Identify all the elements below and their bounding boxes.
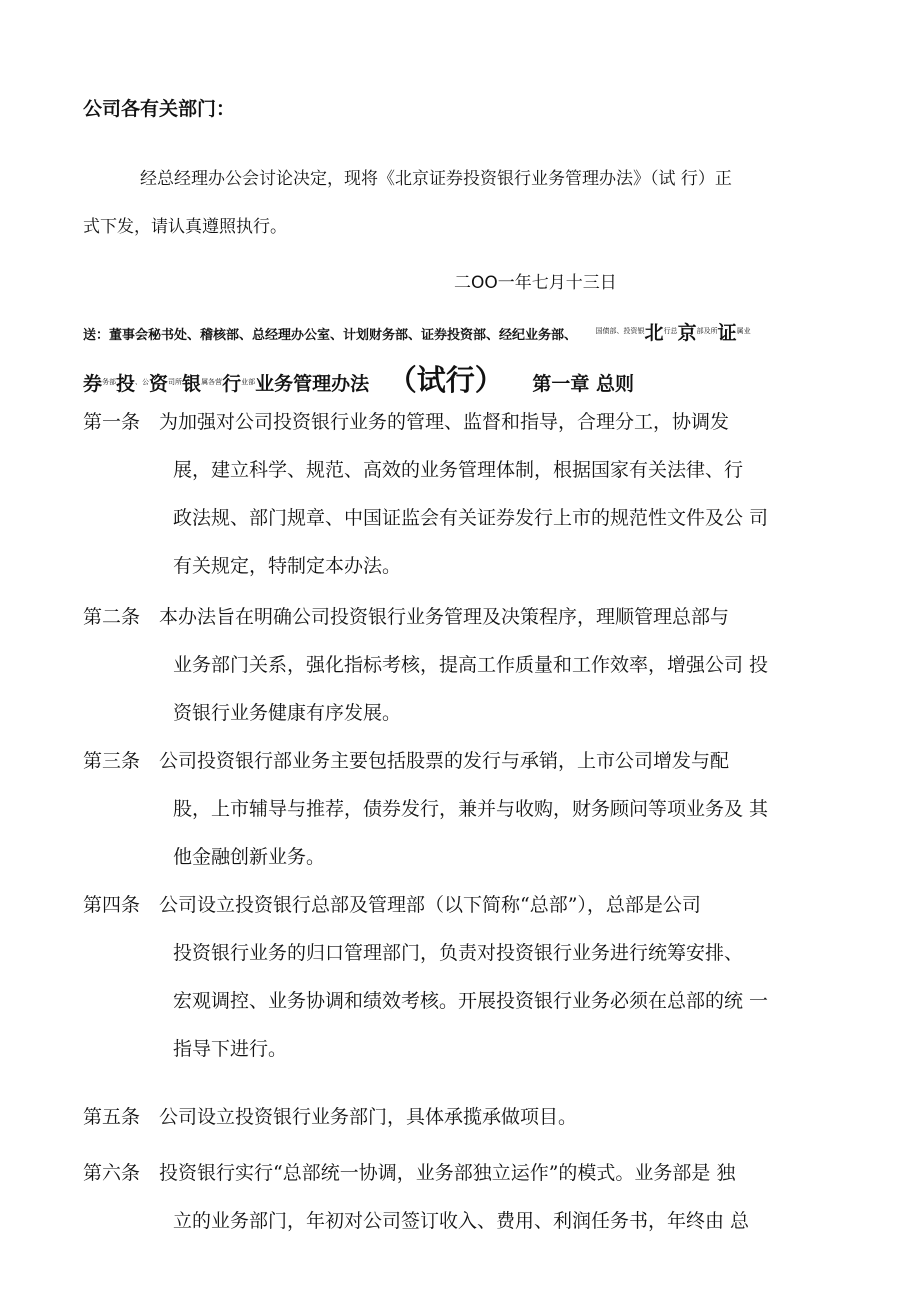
article-line: 公司设立投资银行总部及管理部（以下简称“总部”），总部是公司 xyxy=(159,894,701,916)
article-line: 投资银行业务的归口管理部门，负责对投资银行业务进行统筹安排、 xyxy=(173,942,744,964)
article-line: 指导下进行。 xyxy=(173,1038,288,1060)
article-line: 政法规、部门规章、中国证监会有关证券发行上市的规范性文件及公 司 xyxy=(173,507,769,529)
article-line: 业务部门关系，强化指标考核，提高工作质量和工作效率，增强公司 投 xyxy=(173,654,769,676)
title-fragment: 投 xyxy=(116,373,136,395)
title-fragment: 银 xyxy=(182,373,202,395)
article-label: 第六条 xyxy=(83,1162,141,1184)
article-label: 第二条 xyxy=(83,606,141,628)
title-fragment: 行 xyxy=(222,373,242,395)
title-text: 业务管理办法 xyxy=(255,373,370,395)
trial-label: （试行） xyxy=(387,363,504,397)
article-line: 立的业务部门，年初对公司签订收入、费用、利润任务书，年终由 总 xyxy=(173,1210,750,1232)
article-line: 股，上市辅导与推荐，债券发行，兼并与收购，财务顾问等项业务及 其 xyxy=(173,798,769,820)
title-fragment: 资 xyxy=(149,373,169,395)
article-5 xyxy=(83,1093,863,1141)
send-to-fragment: 北 xyxy=(644,322,664,344)
article-line: 有关规定，特制定本办法。 xyxy=(173,555,402,577)
article-label: 第四条 xyxy=(83,894,141,916)
article-1 xyxy=(83,398,863,590)
article-line: 公司投资银行部业务主要包括股票的发行与承销，上市公司增发与配 xyxy=(159,750,730,772)
article-line: 为加强对公司投资银行业务的管理、监督和指导，合理分工，协调发 xyxy=(159,411,730,433)
title-fragment: 、公 xyxy=(135,378,150,386)
article-6 xyxy=(83,1149,863,1245)
send-to-text: 送：董事会秘书处、稽核部、总经理办公室、计划财务部、证券投资部、经纪业务部、 xyxy=(83,328,578,343)
send-to-fragment: 京 xyxy=(677,322,697,344)
article-line: 公司设立投资银行业务部门，具体承揽承做项目。 xyxy=(159,1106,578,1128)
send-to-fragment: 部及所 xyxy=(696,327,718,335)
article-4 xyxy=(83,881,863,1073)
send-to-fragment: 证 xyxy=(717,322,737,344)
notice-line-1: 经总经理办公会讨论决定，现将《北京证券投资银行业务管理办法》（试 行）正 xyxy=(140,169,732,189)
title-fragment: 务部 xyxy=(102,378,117,386)
title-fragment: 属各营 xyxy=(201,378,223,386)
article-line: 投资银行实行“总部统一协调，业务部独立运作”的模式。业务部是 独 xyxy=(159,1162,736,1184)
issue-date: 二OO一年七月十三日 xyxy=(454,273,617,293)
article-line: 本办法旨在明确公司投资银行业务管理及决策程序，理顺管理总部与 xyxy=(159,606,730,628)
article-label: 第五条 xyxy=(83,1106,141,1128)
document-title xyxy=(83,358,634,399)
article-label: 第三条 xyxy=(83,750,141,772)
chapter-heading: 第一章 总则 xyxy=(532,373,634,395)
send-to-line xyxy=(83,318,751,345)
article-line: 展，建立科学、规范、高效的业务管理体制，根据国家有关法律、行 xyxy=(173,459,744,481)
send-to-fragment: 行总 xyxy=(663,327,678,335)
title-fragment: 司所 xyxy=(168,378,183,386)
title-fragment: 券 xyxy=(83,373,103,395)
title-fragment: 业部 xyxy=(241,378,256,386)
send-to-fragment: 国债部、投资银 xyxy=(595,327,645,335)
article-line: 资银行业务健康有序发展。 xyxy=(173,702,402,724)
article-3 xyxy=(83,737,863,881)
article-line: 宏观调控、业务协调和绩效考核。开展投资银行业务必须在总部的统 一 xyxy=(173,990,769,1012)
notice-line-2: 式下发，请认真遵照执行。 xyxy=(83,217,287,237)
salutation: 公司各有关部门： xyxy=(83,98,236,120)
article-2 xyxy=(83,593,863,737)
article-line: 他金融创新业务。 xyxy=(173,846,326,868)
article-label: 第一条 xyxy=(83,411,141,433)
send-to-fragment: 属业 xyxy=(736,327,751,335)
